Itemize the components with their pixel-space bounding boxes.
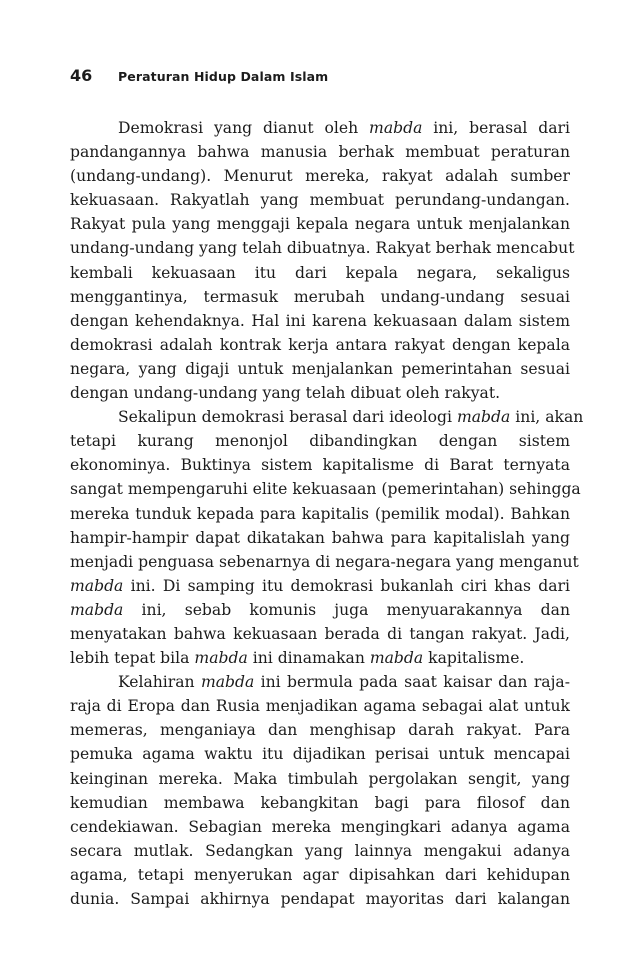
text-run: mereka tunduk kepada para kapitalis (pemilik modal). Bahkan <box>70 504 570 523</box>
text-run: lebih tepat bila <box>70 649 195 668</box>
text-line <box>70 718 570 742</box>
text-line <box>70 261 570 285</box>
text-line <box>70 646 570 670</box>
italic-term: mabda <box>369 649 424 668</box>
text-run: demokrasi adalah kontrak kerja antara rakyat dengan kepala <box>70 335 570 354</box>
text-run: dunia. Sampai akhirnya pendapat mayoritas dari kalangan <box>70 890 570 908</box>
text-run: tetapi kurang menonjol dibandingkan dengan sistem <box>70 432 570 451</box>
text-run: dengan kehendaknya. Hal ini karena kekuasaan dalam sistem <box>70 311 570 330</box>
text-line <box>70 477 581 501</box>
text-line <box>70 188 570 212</box>
text-run: ini, berasal dari <box>422 119 570 137</box>
paragraph <box>70 116 575 405</box>
text-run: ini, akan <box>510 408 584 427</box>
text-run: pandangannya bahwa manusia berhak membuat peraturan <box>70 143 570 162</box>
text-line <box>70 453 570 477</box>
text-line <box>70 429 570 453</box>
text-run: negara, yang digaji untuk menjalankan pemerintahan sesuai <box>70 359 570 378</box>
italic-term: mabda <box>70 600 124 619</box>
italic-term: mabda <box>200 673 255 692</box>
text-run: kemudian membawa kebangkitan bagi para filosof dan <box>70 793 570 812</box>
text-line <box>70 670 570 694</box>
italic-term: mabda <box>70 576 124 595</box>
text-run: ini. Di samping itu demokrasi bukanlah ciri khas dari <box>123 576 570 595</box>
text-line <box>70 502 570 526</box>
text-line <box>70 405 584 429</box>
text-line <box>70 622 570 646</box>
text-line <box>70 694 570 718</box>
body-text <box>70 116 584 911</box>
text-run: memeras, menganiaya dan menghisap darah rakyat. Para <box>70 721 570 740</box>
text-line <box>70 116 570 140</box>
text-line <box>70 742 570 766</box>
text-line <box>70 598 570 622</box>
text-run: secara mutlak. Sedangkan yang lainnya mengakui adanya <box>70 841 570 860</box>
paragraph <box>70 670 570 911</box>
text-run: ini, sebab komunis juga menyuarakannya dan <box>123 600 570 619</box>
text-line <box>70 574 570 598</box>
text-line <box>70 357 570 381</box>
text-line <box>70 381 570 405</box>
italic-term: mabda <box>194 649 248 668</box>
text-run: keinginan mereka. Maka timbulah pergolakan sengit, yang <box>70 769 570 788</box>
text-line <box>70 526 570 550</box>
text-run: Sekalipun demokrasi berasal dari ideologi <box>118 408 457 427</box>
text-run: pemuka agama waktu itu dijadikan perisai untuk mencapai <box>70 745 570 764</box>
text-line <box>70 863 570 887</box>
page-number: 46 <box>70 66 93 85</box>
text-line <box>70 140 570 164</box>
text-run: kembali kekuasaan itu dari kepala negara, sekaligus <box>70 263 570 282</box>
text-run: ekonominya. Buktinya sistem kapitalisme di Barat ternyata <box>70 456 570 475</box>
text-run: Kelahiran <box>118 673 201 692</box>
text-run: hampir-hampir dapat dikatakan bahwa para kapitalislah yang <box>70 528 570 547</box>
italic-term: mabda <box>369 119 423 137</box>
text-line <box>70 333 570 357</box>
text-line <box>70 815 570 839</box>
text-run: agama, tetapi menyerukan agar dipisahkan dari kehidupan <box>70 865 570 884</box>
text-run: menyatakan bahwa kekuasaan berada di tangan rakyat. Jadi, <box>70 624 570 643</box>
text-run: dengan undang-undang yang telah dibuat oleh rakyat. <box>70 384 501 403</box>
text-run: sangat mempengaruhi elite kekuasaan (pemerintahan) sehingga <box>70 480 581 499</box>
text-run: kapitalisme. <box>423 649 525 668</box>
text-run: ini dinamakan <box>247 649 370 668</box>
text-line <box>70 767 570 791</box>
text-line <box>70 212 570 236</box>
paragraph <box>70 405 584 670</box>
text-line <box>70 164 570 188</box>
text-run: cendekiawan. Sebagian mereka mengingkari adanya agama <box>70 817 570 836</box>
italic-term: mabda <box>456 408 511 427</box>
text-run: ini bermula pada saat kaisar dan raja- <box>254 673 570 692</box>
text-line <box>70 309 570 333</box>
page-header <box>70 66 328 85</box>
text-line <box>70 887 570 911</box>
text-line <box>70 550 579 574</box>
text-run: (undang-undang). Menurut mereka, rakyat adalah sumber <box>70 167 570 186</box>
text-run: menjadi penguasa sebenarnya di negara-negara yang menganut <box>70 552 579 571</box>
text-run: Demokrasi yang dianut oleh <box>118 119 370 137</box>
text-run: raja di Eropa dan Rusia menjadikan agama sebagai alat untuk <box>70 697 570 716</box>
text-run: menggantinya, termasuk merubah undang-undang sesuai <box>70 287 570 306</box>
text-run: Rakyat pula yang menggaji kepala negara untuk menjalankan <box>70 215 570 234</box>
text-line <box>70 791 570 815</box>
text-run: undang-undang yang telah dibuatnya. Rakyat berhak mencabut <box>70 239 575 258</box>
text-line <box>70 285 570 309</box>
text-line <box>70 236 575 260</box>
running-title: Peraturan Hidup Dalam Islam <box>118 69 329 84</box>
text-line <box>70 839 570 863</box>
text-run: kekuasaan. Rakyatlah yang membuat perundang-undangan. <box>70 191 570 210</box>
